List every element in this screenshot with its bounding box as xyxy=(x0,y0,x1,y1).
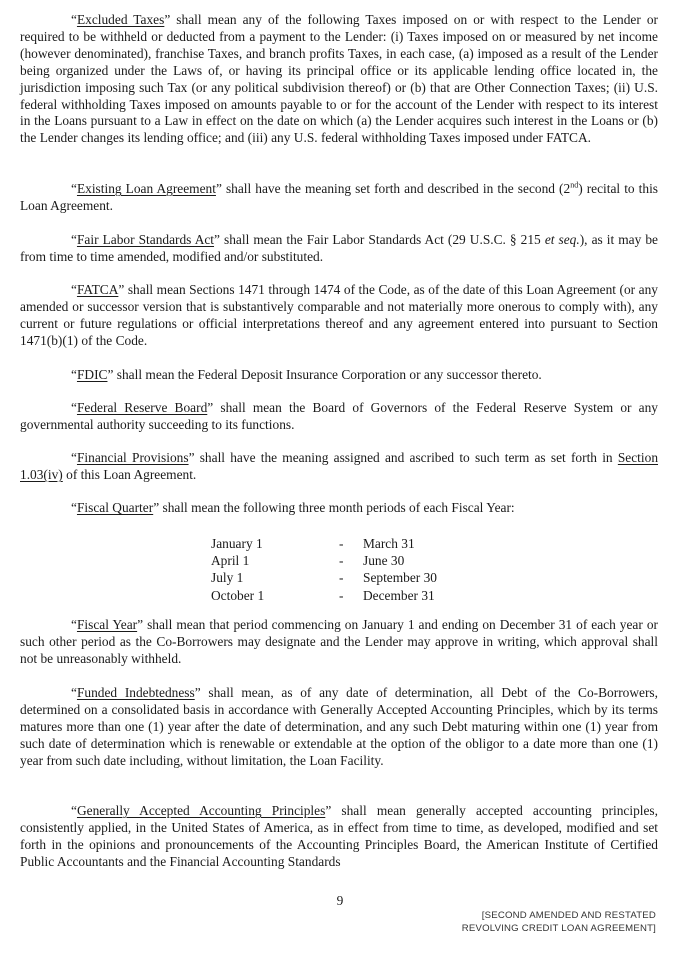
fiscal-quarter-row xyxy=(211,569,483,586)
definition-fiscal-quarter xyxy=(20,500,658,517)
section-reference: Section 1.03(iv) xyxy=(20,450,659,482)
definition-financial-provisions xyxy=(20,450,658,484)
open-quote: “ xyxy=(71,181,77,196)
definition-existing-loan-agreement xyxy=(20,181,658,215)
defined-term: FDIC xyxy=(76,367,108,382)
defined-term: Fair Labor Standards Act xyxy=(76,232,215,247)
defined-term: Excluded Taxes xyxy=(76,12,165,27)
definition-text: ” shall have the meaning assigned and ascribed to such term as set forth in xyxy=(188,450,618,465)
defined-term: Generally Accepted Accounting Principles xyxy=(76,803,326,818)
open-quote: “ xyxy=(71,232,77,247)
quarter-end: December 31 xyxy=(363,587,435,603)
italic-text: et seq. xyxy=(544,232,580,247)
definition-text: ” shall mean the Board of Governors of the Federal Reserve System or any governmental authority succeeding to its functions. xyxy=(20,400,659,432)
defined-term: Fiscal Year xyxy=(76,617,138,632)
definition-excluded-taxes xyxy=(20,12,658,147)
open-quote: “ xyxy=(71,450,77,465)
open-quote: “ xyxy=(71,617,77,632)
definition-fatca xyxy=(20,282,658,350)
quarter-start: April 1 xyxy=(211,553,250,569)
defined-term: Fiscal Quarter xyxy=(76,500,154,515)
open-quote: “ xyxy=(71,367,77,382)
footer-line: [SECOND AMENDED AND RESTATED xyxy=(481,910,656,921)
defined-term: Federal Reserve Board xyxy=(76,400,208,415)
open-quote: “ xyxy=(71,803,77,818)
open-quote: “ xyxy=(71,12,77,27)
quarter-start: July 1 xyxy=(211,570,244,586)
definition-fair-labor-standards-act xyxy=(20,232,658,266)
definition-funded-indebtedness xyxy=(20,685,658,770)
definition-text: of this Loan Agreement. xyxy=(62,466,197,482)
quarter-start: January 1 xyxy=(211,536,263,551)
superscript: nd xyxy=(570,180,579,190)
definition-text: ” shall mean generally accepted accounting principles, consistently applied, in the United States of America, as in effect from time to time, as developed, modified and set forth in the opinions and pronouncements of the Accounting Principles Board, the American Institute of Certified Public Accountants and the Financial Accounting Standards xyxy=(20,803,658,869)
quarter-dash: - xyxy=(339,536,344,551)
definition-text: ) recital to this Loan Agreement. xyxy=(20,181,659,213)
defined-term: Funded Indebtedness xyxy=(76,685,195,700)
definition-fdic xyxy=(20,367,658,384)
definition-federal-reserve-board xyxy=(20,400,658,434)
quarter-dash: - xyxy=(339,553,344,569)
definition-text: ” shall mean that period commencing on January 1 and ending on December 31 of each year or such other period as the Co-Borrowers may designate and the Lender may approve in writing, which approval shall not be unreasonably withheld. xyxy=(20,617,658,666)
open-quote: “ xyxy=(71,500,77,515)
definition-text: ” shall have the meaning set forth and described in the second (2 xyxy=(215,181,571,196)
quarter-dash: - xyxy=(339,587,344,603)
definition-fiscal-year xyxy=(20,617,658,668)
definition-text: ” shall mean the Federal Deposit Insurance Corporation or any successor thereto. xyxy=(107,367,542,382)
footer-line: REVOLVING CREDIT LOAN AGREEMENT] xyxy=(461,922,656,934)
definition-text: ), as it may be from time to time amended, modified and/or substituted. xyxy=(20,232,658,264)
definition-text: ” shall mean the Fair Labor Standards Act (29 U.S.C. § 215 xyxy=(214,232,545,247)
defined-term: FATCA xyxy=(76,282,119,297)
quarter-start: October 1 xyxy=(211,587,265,603)
definition-generally-accepted-accounting-principles xyxy=(20,803,658,871)
defined-term: Financial Provisions xyxy=(76,450,189,465)
open-quote: “ xyxy=(71,400,77,415)
fiscal-quarter-row xyxy=(211,587,483,604)
defined-term: Existing Loan Agreement xyxy=(76,181,216,196)
page-number: 9 xyxy=(336,893,344,908)
open-quote: “ xyxy=(71,685,77,700)
quarter-end: March 31 xyxy=(363,536,415,551)
open-quote: “ xyxy=(71,282,77,297)
document-footer xyxy=(462,910,656,935)
fiscal-quarter-row xyxy=(211,552,483,569)
definition-text: ” shall mean the following three month periods of each Fiscal Year: xyxy=(153,500,515,515)
definition-text: ” shall mean, as of any date of determination, all Debt of the Co-Borrowers, determined on a consolidated basis in accordance with Generally Accepted Accounting Principles, which by its terms matures more than one (1) year after the date of determination, and any such Debt maturing within one (1) year from such date of determination which is renewable or extendable at the option of the obligor to a date more than one (1) year from such date including, without limitation, the Loan Facility. xyxy=(20,685,658,768)
quarter-dash: - xyxy=(339,570,344,586)
fiscal-quarter-row xyxy=(211,535,483,552)
quarter-end: June 30 xyxy=(363,553,405,569)
definition-text: ” shall mean Sections 1471 through 1474 of the Code, as of the date of this Loan Agreement (or any amended or successor version that is substantively comparable and not materially more onerous to comply with), any current or future regulations or official interpretations thereof and any agreement entered into pursuant to Section 1471(b)(1) of the Code. xyxy=(20,282,658,348)
quarter-end: September 30 xyxy=(363,570,438,586)
definition-text: ” shall mean any of the following Taxes imposed on or with respect to the Lender or required to be withheld or deducted from a payment to the Lender: (i) Taxes imposed on or measured by net income (however denominated), franchise Taxes, and branch profits Taxes, in each case, (a) imposed as a result of the Lender being organized under the Laws of, or having its principal office or its applicable lending office located in, the jurisdiction imposing such Tax (or any political subdivision thereof) or (b) that are Other Connection Taxes; (ii) U.S. federal withholding Taxes imposed on amounts payable to or for the account of the Lender with respect to its interest in the Loans pursuant to a Law in effect on the date on which (a) the Lender acquires such interest in the Loans or (b) the Lender changes its lending office; and (iii) any U.S. federal withholding Taxes imposed under FATCA. xyxy=(20,12,659,146)
fiscal-quarter-table xyxy=(211,535,483,604)
